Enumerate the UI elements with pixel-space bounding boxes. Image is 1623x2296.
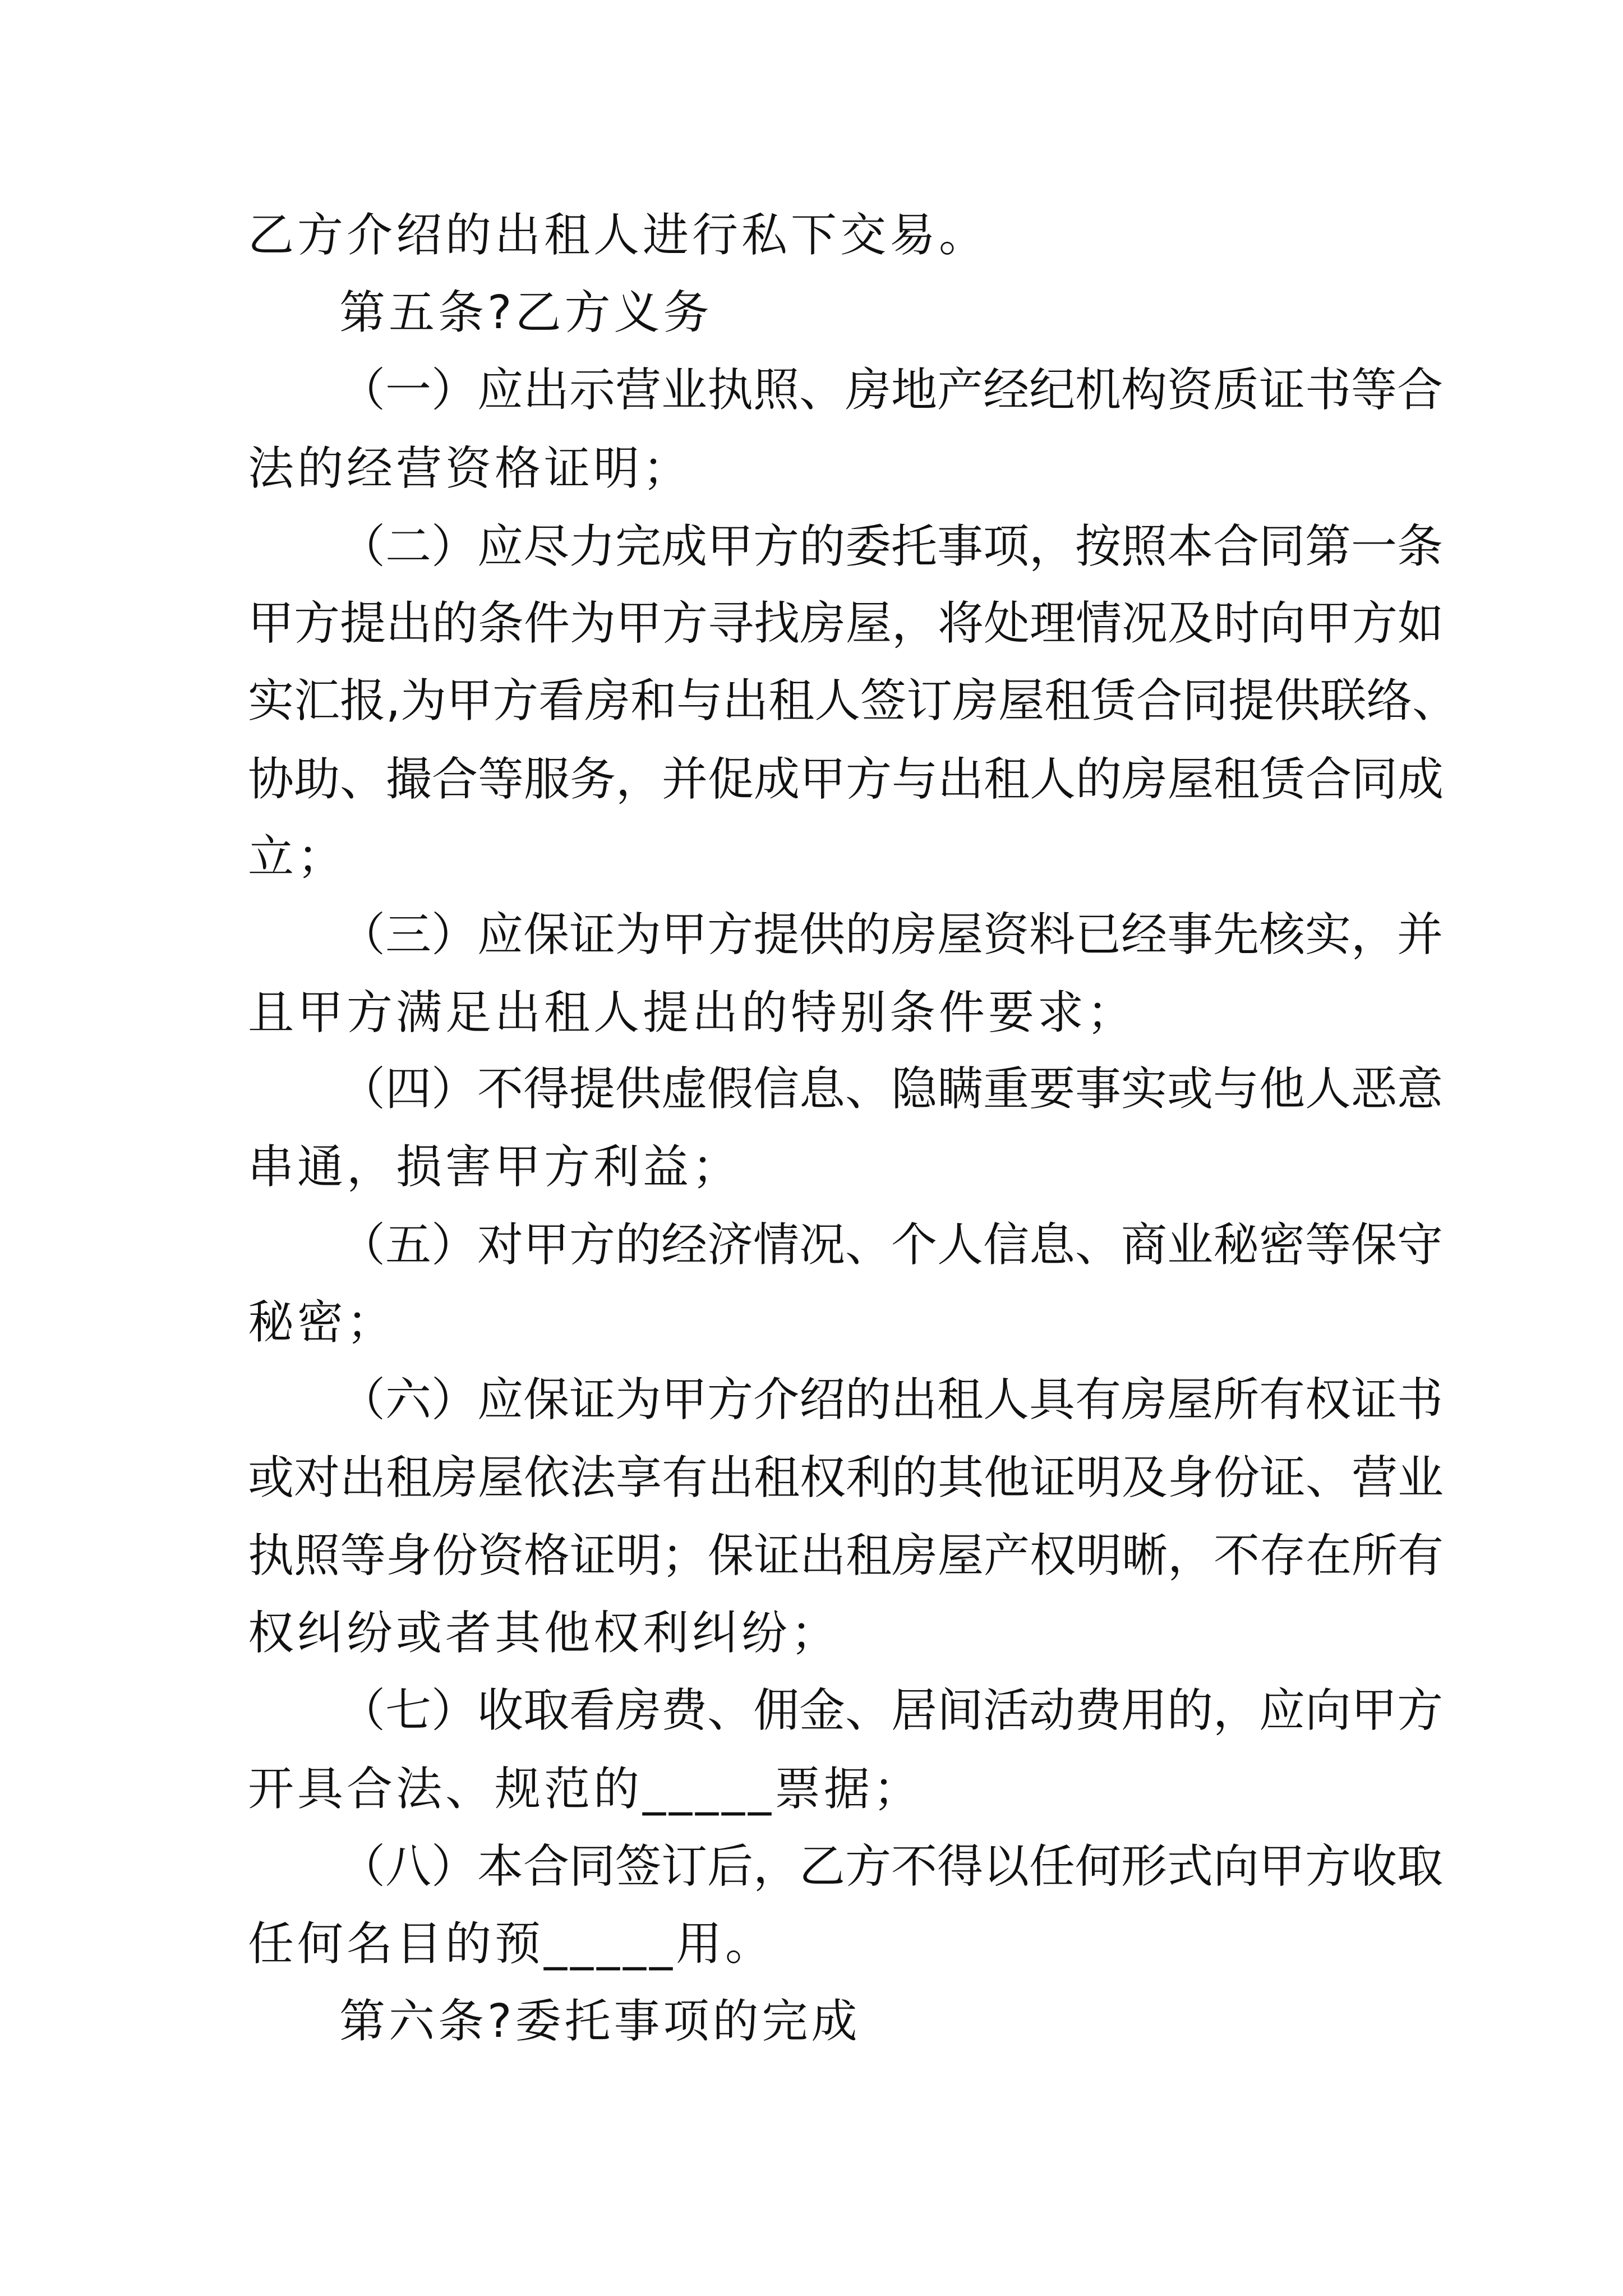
text-line: 立； xyxy=(248,830,347,884)
text-line: 执照等身份资格证明；保证出租房屋产权明晰，不存在所有 xyxy=(248,1529,1444,1582)
text-line: 甲方提出的条件为甲方寻找房屋，将处理情况及时向甲方如 xyxy=(248,597,1444,650)
text-line: 权纠纷或者其他权利纠纷； xyxy=(248,1607,841,1660)
text-line: 且甲方满足出租人提出的特别条件要求； xyxy=(248,986,1137,1039)
text-line: 或对出租房屋依法享有出租权利的其他证明及身份证、营业 xyxy=(248,1451,1444,1504)
text-line: （七）收取看房费、佣金、居间活动费用的，应向甲方 xyxy=(339,1684,1444,1737)
section-heading: 第六条?委托事项的完成 xyxy=(339,1995,861,2048)
text-line: （一）应出示营业执照、房地产经纪机构资质证书等合 xyxy=(339,364,1444,417)
text-line: （二）应尽力完成甲方的委托事项，按照本合同第一条 xyxy=(339,520,1444,573)
text-line: （八）本合同签订后，乙方不得以任何形式向甲方收取 xyxy=(339,1840,1444,1893)
text-line: 实汇报,为甲方看房和与出租人签订房屋租赁合同提供联络、 xyxy=(248,674,1459,728)
text-line: （五）对甲方的经济情况、个人信息、商业秘密等保守 xyxy=(339,1218,1444,1272)
section-heading: 第五条?乙方义务 xyxy=(339,286,713,339)
text-line: 开具合法、规范的_____票据； xyxy=(248,1763,923,1816)
text-line: 法的经营资格证明； xyxy=(248,442,693,495)
text-line: 乙方介绍的出租人进行私下交易。 xyxy=(248,209,989,262)
text-line: （六）应保证为甲方介绍的出租人具有房屋所有权证书 xyxy=(339,1373,1444,1427)
text-line: （三）应保证为甲方提供的房屋资料已经事先核实，并 xyxy=(339,908,1444,961)
text-line: 协助、撮合等服务，并促成甲方与出租人的房屋租赁合同成 xyxy=(248,753,1444,806)
text-line: 串通，损害甲方利益； xyxy=(248,1140,742,1194)
text-line: 任何名目的预_____用。 xyxy=(248,1917,775,1971)
text-line: 秘密； xyxy=(248,1296,396,1349)
text-line: （四）不得提供虚假信息、隐瞒重要事实或与他人恶意 xyxy=(339,1062,1444,1116)
